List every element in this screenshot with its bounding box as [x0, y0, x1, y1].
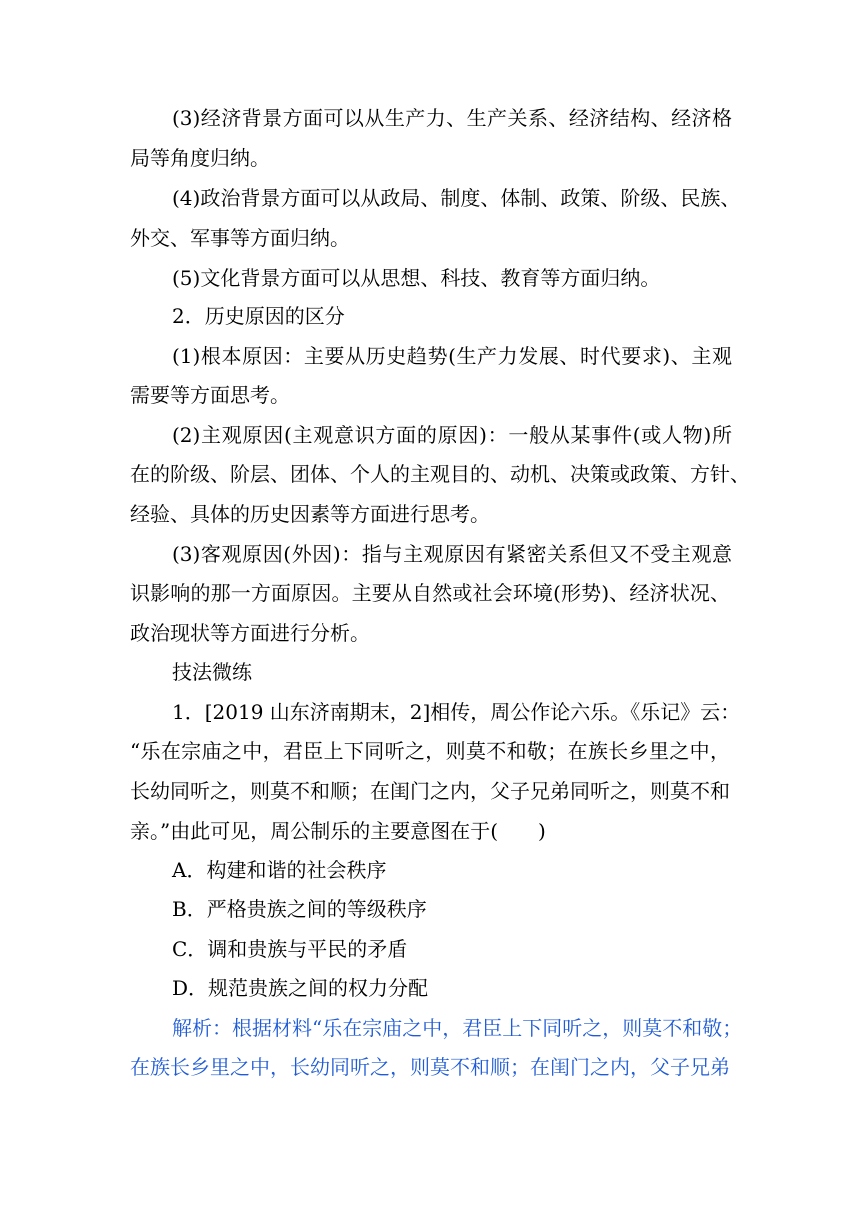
question-stem-cont1: “乐在宗庙之中，君臣上下同听之，则莫不和敬；在族长乡里之中， [130, 739, 730, 763]
para-economic-background-cont: 局等角度归纳。 [130, 146, 270, 170]
question-stem-cont3: 亲。”由此可见，周公制乐的主要意图在于( ) [130, 819, 546, 843]
para-subjective-cause: (2)主观原因(主观意识方面的原因)：一般从某事件(或人物)所 [172, 423, 732, 447]
analysis-text: 解析：根据材料“乐在宗庙之中，君臣上下同听之，则莫不和敬； [172, 1016, 743, 1040]
para-objective-cause-cont2: 政治现状等方面进行分析。 [130, 621, 370, 645]
question-stem: 1．[2019 山东济南期末，2]相传，周公作论六乐。《乐记》云： [172, 700, 741, 724]
section-heading-practice: 技法微练 [172, 660, 252, 684]
para-economic-background: (3)经济背景方面可以从生产力、生产关系、经济结构、经济格 [172, 106, 732, 130]
para-political-background-cont: 外交、军事等方面归纳。 [130, 226, 350, 250]
para-objective-cause-cont1: 识影响的那一方面原因。主要从自然或社会环境(形势)、经济状况、 [130, 581, 730, 605]
para-subjective-cause-cont1: 在的阶级、阶层、团体、个人的主观目的、动机、决策或政策、方针、 [130, 462, 750, 486]
option-b: B．严格贵族之间的等级秩序 [172, 897, 427, 921]
para-fundamental-cause: (1)根本原因：主要从历史趋势(生产力发展、时代要求)、主观 [172, 344, 732, 368]
para-subjective-cause-cont2: 经验、具体的历史因素等方面进行思考。 [130, 502, 490, 526]
section-heading-cause-distinction: 2．历史原因的区分 [172, 304, 345, 328]
option-c: C．调和贵族与平民的矛盾 [172, 937, 408, 961]
question-stem-cont2: 长幼同听之，则莫不和顺；在闺门之内，父子兄弟同听之，则莫不和 [130, 779, 730, 803]
para-fundamental-cause-cont: 需要等方面思考。 [130, 383, 290, 407]
option-a: A．构建和谐的社会秩序 [172, 858, 387, 882]
para-political-background: (4)政治背景方面可以从政局、制度、体制、政策、阶级、民族、 [172, 186, 741, 210]
analysis-text-cont: 在族长乡里之中，长幼同听之，则莫不和顺；在闺门之内，父子兄弟 [130, 1055, 730, 1079]
para-cultural-background: (5)文化背景方面可以从思想、科技、教育等方面归纳。 [172, 266, 661, 290]
para-objective-cause: (3)客观原因(外因)：指与主观原因有紧密关系但又不受主观意 [172, 542, 732, 566]
option-d: D．规范贵族之间的权力分配 [172, 976, 429, 1000]
